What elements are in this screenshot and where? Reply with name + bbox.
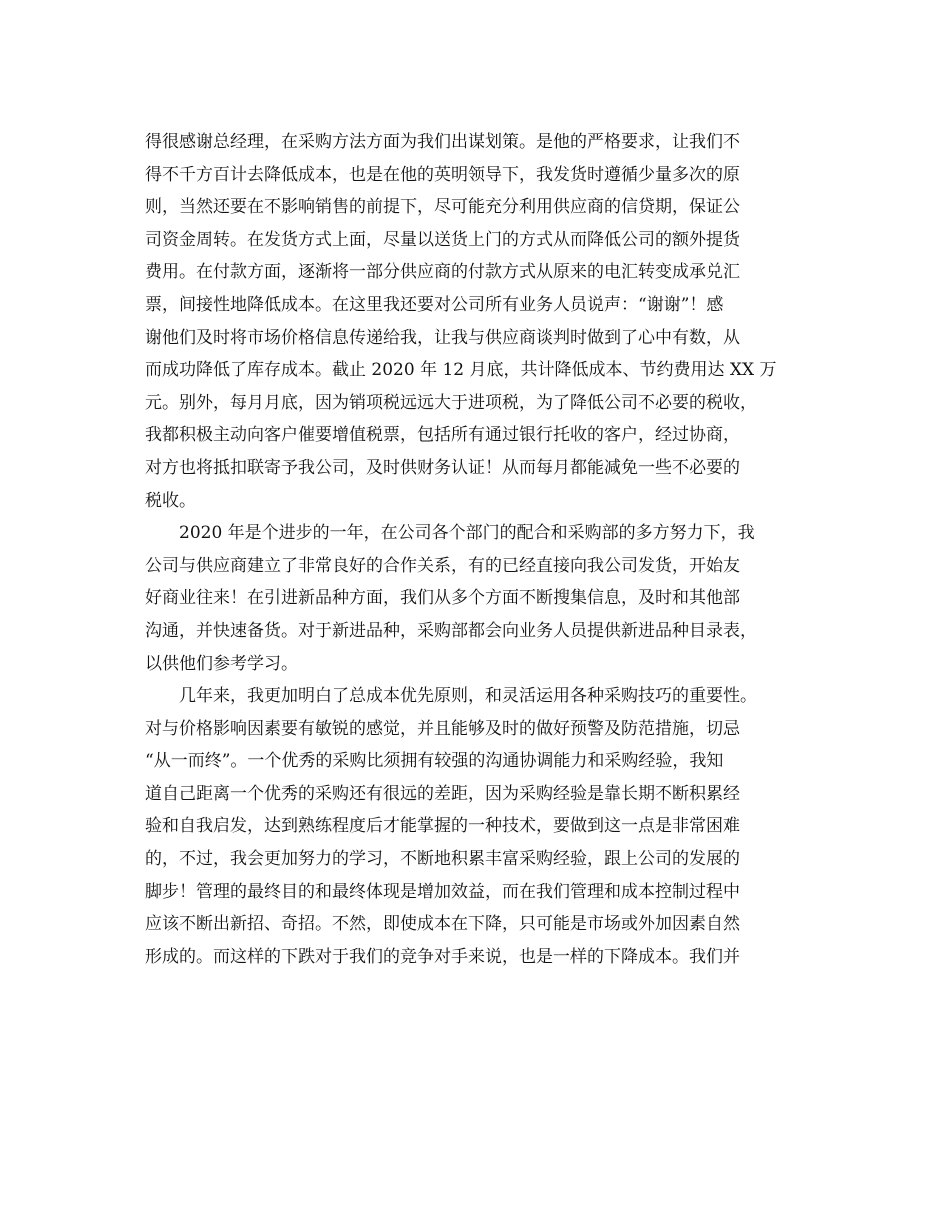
text-line: 公司与供应商建立了非常良好的合作关系，有的已经直接向我公司发货，开始友 xyxy=(145,555,740,576)
text-line: 对方也将抵扣联寄予我公司，及时供财务认证！从而每月都能减免一些不必要的 xyxy=(145,457,740,478)
text-line: “从一而终”。一个优秀的采购比须拥有较强的沟通协调能力和采购经验，我知 xyxy=(145,751,724,772)
text-line: 好商业往来！在引进新品种方面，我们从多个方面不断搜集信息，及时和其他部 xyxy=(145,588,740,609)
text-line: 票，间接性地降低成本。在这里我还要对公司所有业务人员说声：“谢谢”！感 xyxy=(145,294,724,315)
text-line: 沟通，并快速备货。对于新进品种，采购部都会向业务人员提供新进品种目录表， xyxy=(145,620,757,641)
document-body xyxy=(145,126,805,973)
text-line: 对与价格影响因素要有敏锐的感觉，并且能够及时的做好预警及防范措施，切忌 xyxy=(145,718,740,739)
text-line: 几年来，我更加明白了总成本优先原则，和灵活运用各种采购技巧的重要性。 xyxy=(179,686,757,707)
text-line: 应该不断出新招、奇招。不然，即使成本在下降，只可能是市场或外加因素自然 xyxy=(145,914,740,935)
text-line: 我都积极主动向客户催要增值税票，包括所有通过银行托收的客户，经过协商， xyxy=(145,425,740,446)
paragraph-2 xyxy=(145,517,805,680)
text-line: 以供他们参考学习。 xyxy=(145,653,298,674)
text-line: 得很感谢总经理，在采购方法方面为我们出谋划策。是他的严格要求，让我们不 xyxy=(145,132,740,152)
text-line: 而成功降低了库存成本。截止 2020 年 12 月底，共计降低成本、节约费用达 XX 万 xyxy=(145,360,777,381)
text-line: 谢他们及时将市场价格信息传递给我，让我与供应商谈判时做到了心中有数，从 xyxy=(145,327,740,348)
text-line: 司资金周转。在发货方式上面，尽量以送货上门的方式从而降低公司的额外提货 xyxy=(145,229,740,250)
text-line: 元。别外，每月月底，因为销项税远远大于进项税，为了降低公司不必要的税收， xyxy=(145,392,757,413)
text-line: 得不千方百计去降低成本，也是在他的英明领导下，我发货时遵循少量多次的原 xyxy=(145,164,740,185)
paragraph-3 xyxy=(145,680,805,973)
text-line: 脚步！管理的最终目的和最终体现是增加效益，而在我们管理和成本控制过程中 xyxy=(145,881,740,902)
text-line: 税收。 xyxy=(145,490,196,511)
text-line: 验和自我启发，达到熟练程度后才能掌握的一种技术，要做到这一点是非常困难 xyxy=(145,816,740,837)
text-line: 则，当然还要在不影响销售的前提下，尽可能充分利用供应商的信贷期，保证公 xyxy=(145,197,740,218)
text-line: 2020 年是个进步的一年，在公司各个部门的配合和采购部的多方努力下，我 xyxy=(179,523,755,544)
text-line: 道自己距离一个优秀的采购还有很远的差距，因为采购经验是靠长期不断积累经 xyxy=(145,783,740,804)
text-line: 形成的。而这样的下跌对于我们的竞争对手来说，也是一样的下降成本。我们并 xyxy=(145,946,740,967)
text-line: 的，不过，我会更加努力的学习，不断地积累丰富采购经验，跟上公司的发展的 xyxy=(145,849,740,870)
paragraph-1 xyxy=(145,126,805,517)
text-line: 费用。在付款方面，逐渐将一部分供应商的付款方式从原来的电汇转变成承兑汇 xyxy=(145,262,740,283)
